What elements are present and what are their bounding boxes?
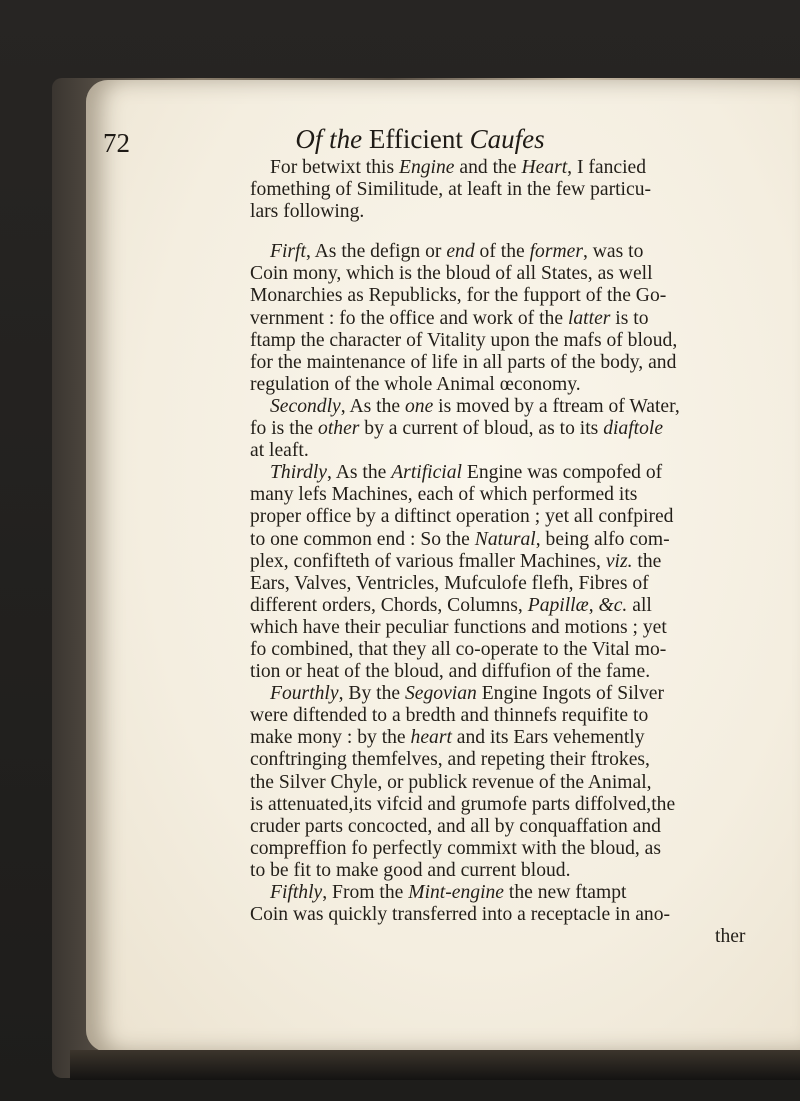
page-number: 72 (103, 128, 130, 158)
italic-text: Firft (270, 241, 306, 263)
text-line (250, 838, 780, 860)
text-run: make mony : by the (250, 727, 411, 749)
text-run: the (632, 550, 662, 572)
text-run: all (627, 594, 652, 616)
text-line (250, 816, 780, 838)
italic-text: Natural (474, 528, 536, 550)
text-line (250, 484, 780, 506)
text-run: is to (610, 307, 649, 329)
text-line (250, 860, 780, 882)
text-run: the Silver Chyle, or publick revenue of the Animal, (250, 771, 652, 793)
text-run: which have their peculiar functions and motions ; yet (250, 616, 667, 638)
text-run: to be fit to make good and current bloud. (250, 859, 571, 881)
italic-text: Fifthly (270, 882, 323, 903)
text-run: to one common end : So the (250, 528, 475, 550)
text-run: different orders, Chords, Columns, (250, 594, 528, 616)
text-run: , By the (338, 683, 405, 705)
text-run: Ears, Valves, Ventricles, Mufculofe flefh, Fibres of (250, 572, 649, 594)
text-line (250, 418, 780, 440)
text-run: fo is the (250, 418, 319, 440)
text-run: , From the (322, 882, 409, 903)
text-run: Coin mony, which is the bloud of all States, as well (250, 263, 653, 285)
text-run: , I fancied (567, 157, 647, 178)
italic-text: other (318, 418, 360, 440)
text-line (250, 396, 780, 418)
text-line (250, 639, 780, 661)
body-text (250, 157, 780, 948)
text-line (250, 308, 780, 330)
text-line (250, 683, 780, 705)
text-line (250, 882, 780, 904)
italic-text: viz. (605, 550, 633, 572)
text-line (250, 440, 780, 462)
italic-text: Mint-engine (408, 882, 505, 903)
italic-text: Fourthly (270, 683, 339, 705)
text-run: , As the (326, 462, 392, 484)
text-run: is moved by a ftream of Water, (433, 395, 680, 417)
text-line (250, 241, 780, 263)
text-run: the new ftampt (504, 882, 627, 903)
text-run: plex, confifteth of various fmaller Machines, (250, 550, 606, 572)
text-line (250, 201, 780, 223)
text-run: is attenuated,its vifcid and grumofe parts diffolved,the (250, 793, 676, 815)
text-line (250, 506, 780, 528)
text-run: lars following. (250, 201, 365, 223)
italic-text: &c. (598, 594, 628, 616)
text-run: of the (474, 241, 530, 263)
text-line (250, 794, 780, 816)
text-line (250, 772, 780, 794)
text-line (250, 727, 780, 749)
text-line (250, 749, 780, 771)
italic-text: former (529, 241, 583, 263)
text-line (250, 904, 780, 926)
italic-text: latter (567, 307, 611, 329)
italic-text: end (446, 241, 475, 263)
text-run: at leaft. (250, 440, 309, 462)
text-run: Engine Ingots of Silver (476, 683, 665, 705)
italic-text: heart (410, 727, 452, 749)
text-run: were diftended to a bredth and thinnefs requifite to (250, 705, 649, 727)
text-run: , As the defign or (305, 241, 447, 263)
text-line (250, 573, 780, 595)
text-line (250, 285, 780, 307)
text-line (250, 352, 780, 374)
text-line (250, 374, 780, 396)
text-run: regulation of the whole Animal œconomy. (250, 373, 581, 395)
text-run: by a current of bloud, as to its (359, 418, 604, 440)
italic-text: Heart (521, 157, 568, 178)
text-run: and its Ears vehemently (451, 727, 645, 749)
text-run: For betwixt this (270, 157, 399, 178)
italic-text: diaftole (603, 418, 664, 440)
text-line (250, 157, 780, 179)
text-line (250, 462, 780, 484)
text-line (250, 263, 780, 285)
running-head (295, 124, 544, 155)
italic-text: Artificial (391, 462, 462, 484)
running-head-part: Of the (295, 124, 369, 154)
text-run: cruder parts concocted, and all by conquaffation and (250, 815, 661, 837)
text-run: Engine was compofed of (461, 462, 663, 484)
text-line (250, 617, 780, 639)
text-run: Monarchies as Republicks, for the fupport of the Go- (250, 285, 667, 307)
text-line (250, 529, 780, 551)
text-line (250, 661, 780, 683)
italic-text: Thirdly (270, 462, 327, 484)
text-run: ther (715, 926, 746, 948)
paragraph-gap (250, 223, 780, 241)
running-head-part: Efficient (368, 124, 470, 154)
text-run: fo combined, that they all co-operate to the Vital mo- (250, 638, 667, 660)
page-bottom-shadow (70, 1050, 800, 1080)
text-run: tion or heat of the bloud, and diffufion of the fame. (250, 661, 651, 683)
text-run: many lefs Machines, each of which performed its (250, 484, 638, 506)
text-run: Coin was quickly transferred into a receptacle in ano- (250, 904, 671, 926)
italic-text: Secondly (270, 395, 341, 417)
text-run: ftamp the character of Vitality upon the mafs of bloud, (250, 329, 678, 351)
italic-text: Engine (399, 157, 455, 178)
text-run: , was to (582, 241, 644, 263)
text-run: conftringing themfelves, and repeting their ftrokes, (250, 749, 650, 771)
text-run: and the (454, 157, 522, 178)
text-run: , being alfo com- (535, 528, 670, 550)
running-head-part: Caufes (469, 124, 545, 154)
text-line (250, 595, 780, 617)
text-line (250, 926, 780, 948)
text-line (250, 705, 780, 727)
text-run: vernment : fo the office and work of the (250, 307, 568, 329)
text-run: , (588, 594, 599, 616)
text-line (250, 330, 780, 352)
text-run: for the maintenance of life in all parts of the body, and (250, 351, 677, 373)
text-run: proper office by a diftinct operation ; yet all confpired (250, 506, 674, 528)
italic-text: one (404, 395, 434, 417)
text-run: compreffion fo perfectly commixt with the bloud, as (250, 837, 661, 859)
italic-text: Papillæ (527, 594, 589, 616)
text-line (250, 179, 780, 201)
italic-text: Segovian (404, 683, 477, 705)
text-run: fomething of Similitude, at leaft in the few particu- (250, 179, 652, 201)
text-run: , As the (340, 395, 405, 417)
text-line (250, 551, 780, 573)
